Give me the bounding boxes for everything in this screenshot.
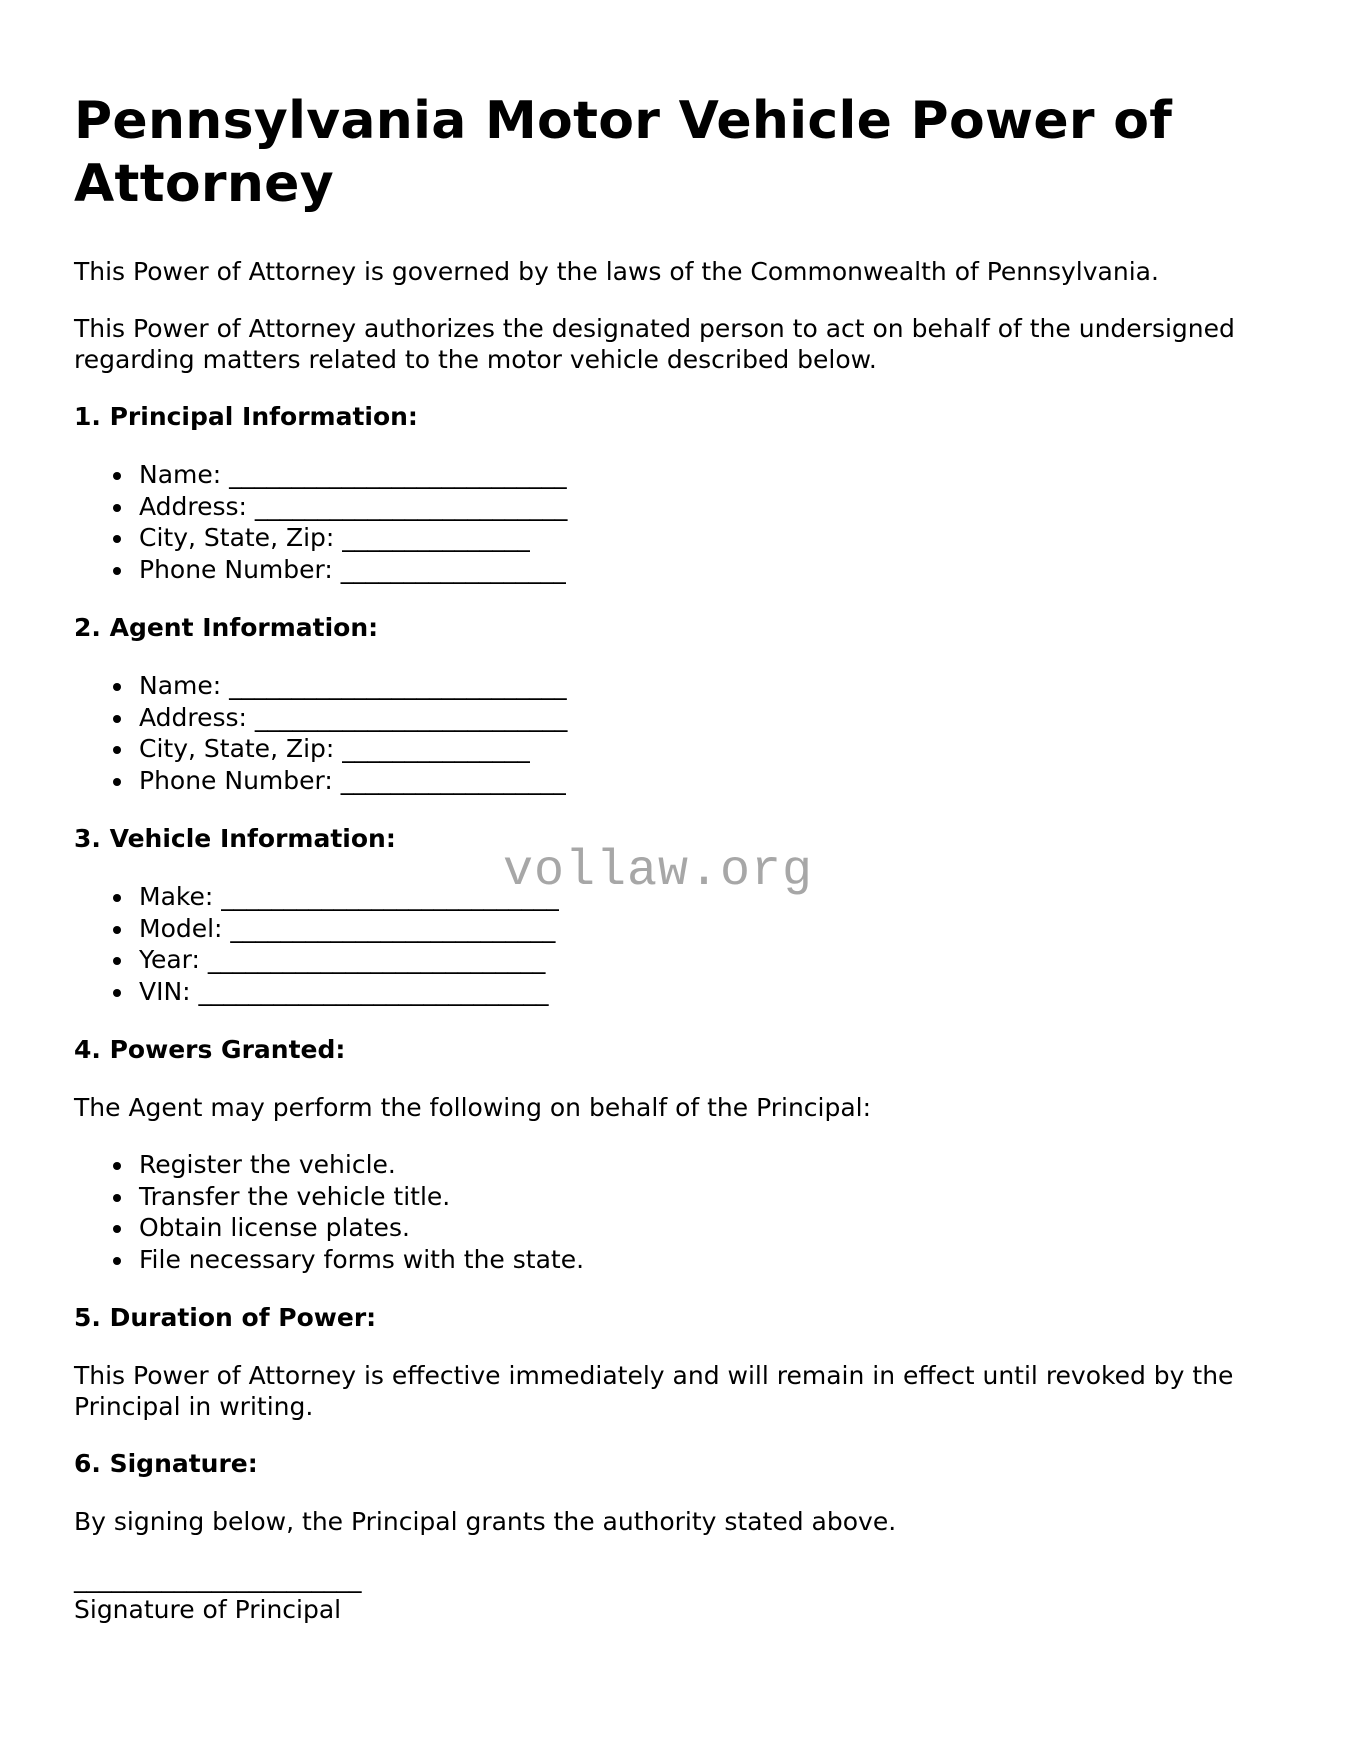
page-title: Pennsylvania Motor Vehicle Power of Attorney (74, 91, 1173, 214)
powers-list (74, 1149, 1274, 1275)
power-item: Transfer the vehicle title. (139, 1181, 1274, 1213)
vehicle-vin-field: VIN: ____________________________ (139, 976, 1274, 1008)
agent-name-field: Name: ___________________________ (139, 670, 1274, 702)
powers-heading: 4. Powers Granted: (74, 1035, 346, 1064)
agent-heading: 2. Agent Information: (74, 613, 379, 642)
vehicle-make-field: Make: ___________________________ (139, 881, 1274, 913)
agent-phone-field: Phone Number: __________________ (139, 765, 1274, 797)
signature-line: _______________________ (74, 1564, 362, 1593)
authorization-paragraph: This Power of Attorney authorizes the designated person to act on behalf of the undersigned regarding matters related to the motor vehicle described below. (74, 314, 1235, 374)
principal-address-field: Address: _________________________ (139, 491, 1274, 523)
principal-phone-field: Phone Number: __________________ (139, 554, 1274, 586)
vehicle-model-field: Model: __________________________ (139, 913, 1274, 945)
signature-heading: 6. Signature: (74, 1449, 258, 1478)
vehicle-year-field: Year: ___________________________ (139, 944, 1274, 976)
agent-city-state-zip-field: City, State, Zip: _______________ (139, 733, 1274, 765)
agent-address-field: Address: _________________________ (139, 702, 1274, 734)
governing-law-paragraph: This Power of Attorney is governed by the laws of the Commonwealth of Pennsylvania. (74, 257, 1159, 286)
signature-label: Signature of Principal (74, 1595, 342, 1624)
powers-intro: The Agent may perform the following on behalf of the Principal: (74, 1093, 872, 1122)
power-item: Register the vehicle. (139, 1149, 1274, 1181)
power-item: File necessary forms with the state. (139, 1244, 1274, 1276)
principal-list (74, 459, 1274, 585)
principal-name-field: Name: ___________________________ (139, 459, 1274, 491)
duration-text: This Power of Attorney is effective immediately and will remain in effect until revoked by the Principal in writing. (74, 1361, 1234, 1421)
vehicle-heading: 3. Vehicle Information: (74, 824, 396, 853)
principal-city-state-zip-field: City, State, Zip: _______________ (139, 522, 1274, 554)
power-item: Obtain license plates. (139, 1212, 1274, 1244)
watermark: vollaw.org (503, 843, 814, 900)
signature-text: By signing below, the Principal grants the authority stated above. (74, 1507, 897, 1536)
principal-heading: 1. Principal Information: (74, 402, 418, 431)
duration-heading: 5. Duration of Power: (74, 1303, 377, 1332)
agent-list (74, 670, 1274, 796)
